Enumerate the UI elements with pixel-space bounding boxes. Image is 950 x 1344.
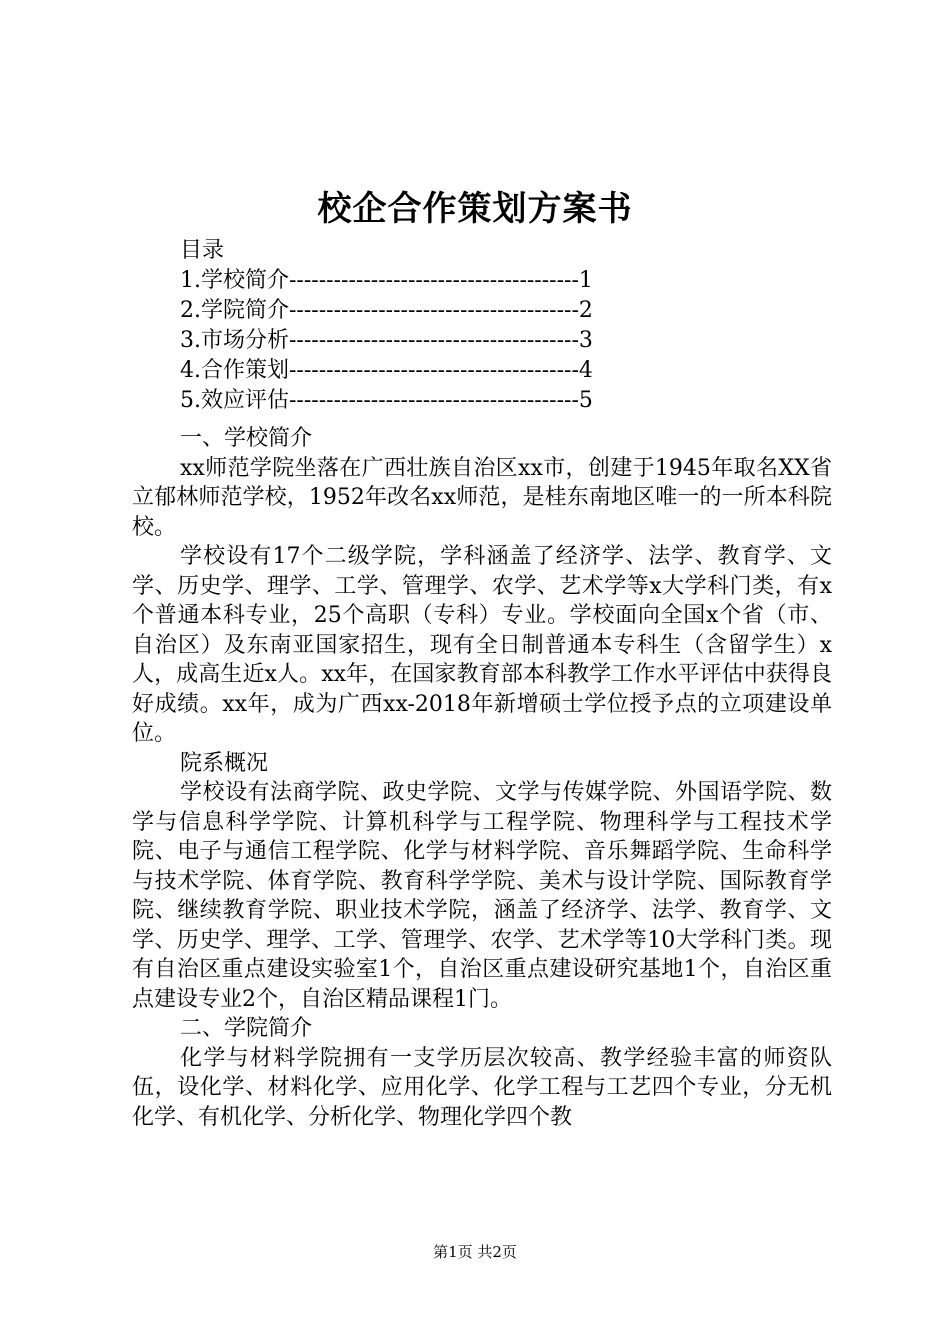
section-heading: 二、学院简介 (180, 1016, 313, 1041)
toc-leader: --------------------------------------- (289, 328, 579, 353)
page-title: 校企合作策划方案书 (317, 189, 633, 229)
toc-item-label: 5.效应评估 (180, 388, 289, 413)
table-of-contents (180, 236, 593, 416)
toc-item-page: 4 (578, 358, 593, 383)
paragraph: xx师范学院坐落在广西壮族自治区xx市，创建于1945年取名XX省立郁林师范学校，1952年改名xx师范，是桂东南地区唯一的一所本科院校。 (132, 455, 832, 540)
subsection-heading: 院系概况 (180, 750, 269, 776)
toc-item (180, 356, 593, 386)
toc-item-label: 3.市场分析 (180, 328, 289, 353)
toc-leader: --------------------------------------- (289, 388, 579, 413)
toc-item (180, 386, 593, 416)
toc-item-page: 2 (578, 298, 593, 323)
toc-item-label: 4.合作策划 (180, 358, 289, 383)
toc-item (180, 266, 593, 296)
toc-leader: --------------------------------------- (289, 358, 579, 383)
toc-item (180, 296, 593, 326)
paragraph: 学校设有17个二级学院，学科涵盖了经济学、法学、教育学、文学、历史学、理学、工学、管理学、农学、艺术学等x大学科门类，有x个普通本科专业，25个高职（专科）专业。学校面向全国x个省（市、自治区）及东南亚国家招生，现有全日制普通本专科生（含留学生）x人，成高生近x人。xx年，在国家教育部本科教学工作水平评估中获得良好成绩。xx年，成为广西xx-2018年新增硕士学位授予点的立项建设单位。 (132, 544, 832, 746)
document-body (132, 424, 832, 1132)
toc-item (180, 326, 593, 356)
toc-item-label: 2.学院简介 (180, 298, 289, 323)
section-heading: 一、学校简介 (180, 426, 313, 451)
page-footer: 第1页 共2页 (433, 1243, 517, 1261)
toc-item-page: 5 (578, 388, 593, 413)
paragraph: 学校设有法商学院、政史学院、文学与传媒学院、外国语学院、数学与信息科学学院、计算机科学与工程学院、物理科学与工程技术学院、电子与通信工程学院、化学与材料学院、音乐舞蹈学院、生命科学与技术学院、体育学院、教育科学学院、美术与设计学院、国际教育学院、继续教育学院、职业技术学院，涵盖了经济学、法学、教育学、文学、历史学、理学、工学、管理学、农学、艺术学等10大学科门类。现有自治区重点建设实验室1个，自治区重点建设研究基地1个，自治区重点建设专业2个，自治区精品课程1门。 (132, 780, 832, 1012)
toc-item-label: 1.学校简介 (180, 268, 289, 293)
toc-leader: --------------------------------------- (289, 298, 579, 323)
toc-heading: 目录 (180, 238, 225, 263)
toc-item-page: 3 (578, 328, 593, 353)
toc-item-page: 1 (578, 268, 593, 293)
paragraph: 化学与材料学院拥有一支学历层次较高、教学经验丰富的师资队伍，设化学、材料化学、应用化学、化学工程与工艺四个专业，分无机化学、有机化学、分析化学、物理化学四个教 (132, 1045, 832, 1130)
toc-leader: --------------------------------------- (289, 268, 579, 293)
